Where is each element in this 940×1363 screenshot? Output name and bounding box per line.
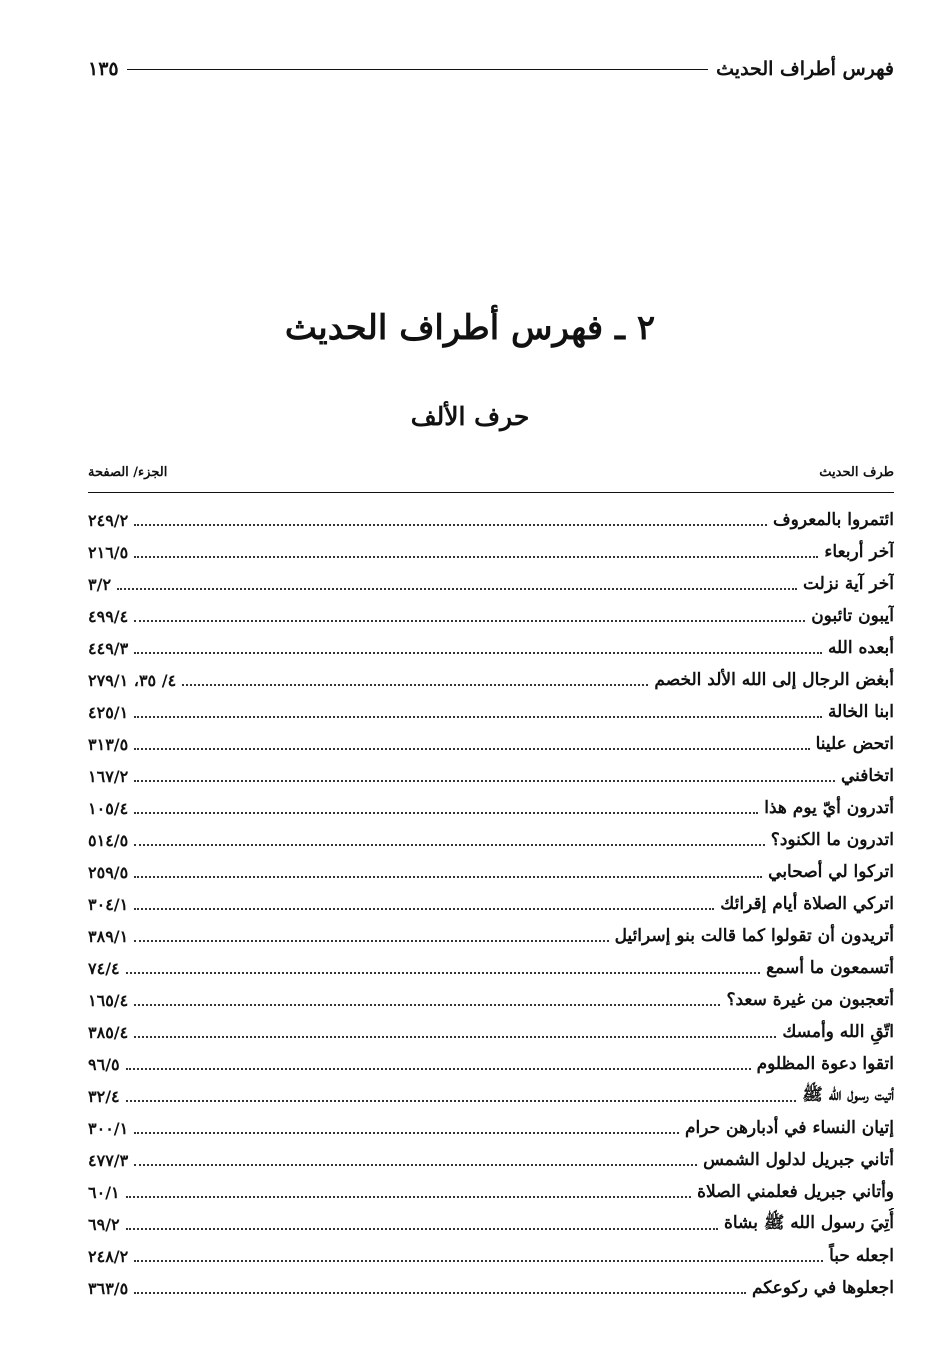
dot-leader — [134, 780, 835, 782]
entry-text: اتخافني — [840, 766, 894, 786]
index-entry — [88, 792, 894, 824]
index-entry — [88, 952, 894, 984]
index-entry — [88, 1016, 894, 1048]
index-entry — [88, 760, 894, 792]
entry-reference: ٦٩/٢ — [88, 1214, 120, 1234]
index-entry — [88, 664, 894, 696]
entry-reference: ٢٤٨/٢ — [88, 1246, 129, 1266]
entry-reference: ٣٢/٤ — [88, 1086, 120, 1106]
index-entry — [88, 536, 894, 568]
dot-leader — [134, 908, 714, 910]
index-entry — [88, 1144, 894, 1176]
index-entry — [88, 1272, 894, 1304]
dot-leader — [117, 588, 797, 590]
entry-text: اتقوا دعوة المظلوم — [756, 1054, 894, 1074]
index-entry — [88, 504, 894, 536]
entry-text: اتركي الصلاة أيام إقرائك — [720, 894, 894, 914]
entry-text: اتّقِ الله وأمسك — [782, 1022, 894, 1042]
dot-leader — [134, 1292, 746, 1294]
index-entry — [88, 824, 894, 856]
entry-text: اجعلوها في ركوعكم — [751, 1278, 894, 1298]
dot-leader — [134, 748, 809, 750]
running-header — [88, 52, 894, 86]
dot-leader — [126, 972, 760, 974]
entry-reference: ١٦٧/٢ — [88, 766, 129, 786]
entry-reference: ١٦٥/٤ — [88, 990, 129, 1010]
entry-reference: ٢٥٩/٥ — [88, 862, 129, 882]
entry-text: اتدرون ما الكنود؟ — [770, 830, 894, 850]
index-entry — [88, 1176, 894, 1208]
dot-leader — [134, 844, 765, 846]
index-entry — [88, 1208, 894, 1240]
dot-leader — [134, 1132, 679, 1134]
column-header-volume-page: الجزء/ الصفحة — [88, 465, 168, 480]
entry-reference: ٤٤٩/٣ — [88, 638, 129, 658]
chapter-title: ٢ ـ فهرس أطراف الحديث — [284, 308, 656, 348]
running-header-title: فهرس أطراف الحديث — [716, 58, 894, 80]
index-entry — [88, 568, 894, 600]
entry-text: اتركوا لي أصحابي — [768, 862, 894, 882]
entry-text: أتسمعون ما أسمع — [766, 958, 894, 978]
index-entries — [88, 504, 894, 1304]
entry-reference: ٣٠٤/١ — [88, 894, 129, 914]
index-entry — [88, 1240, 894, 1272]
index-entry — [88, 728, 894, 760]
entry-reference: ٣١٣/٥ — [88, 734, 129, 754]
entry-reference: ٢١٦/٥ — [88, 542, 129, 562]
index-entry — [88, 696, 894, 728]
entry-reference: ٦٠/١ — [88, 1182, 120, 1202]
dot-leader — [134, 1164, 697, 1166]
dot-leader — [134, 1036, 776, 1038]
entry-text: أُتِيَ رسول الله ﷺ بشاة — [723, 1212, 894, 1233]
entry-text: أتاني جبريل لدلول الشمس — [703, 1150, 894, 1170]
dot-leader — [134, 1004, 720, 1006]
index-entry — [88, 632, 894, 664]
dot-leader — [134, 620, 805, 622]
section-title: حرف الألف — [410, 402, 530, 431]
entry-reference: ٤٧٧/٣ — [88, 1150, 129, 1170]
entry-text: اجعله حباً — [829, 1246, 894, 1266]
entry-reference: ٤/ ٣٥، ٢٧٩/١ — [88, 670, 177, 690]
entry-text: اتحض علينا — [815, 734, 894, 754]
entry-text: أبغض الرجال إلى الله الألد الخصم — [654, 670, 894, 690]
entry-reference: ٣٠٠/١ — [88, 1118, 129, 1138]
entry-reference: ٣٨٥/٤ — [88, 1022, 129, 1042]
entry-reference: ٣٨٩/١ — [88, 926, 129, 946]
dot-leader — [182, 684, 648, 686]
dot-leader — [134, 556, 818, 558]
page-number: ١٣٥ — [88, 58, 119, 80]
dot-leader — [134, 1260, 823, 1262]
column-headers — [88, 465, 894, 487]
entry-text: أتعجبون من غيرة سعد؟ — [726, 990, 894, 1010]
entry-reference: ٢٤٩/٢ — [88, 510, 129, 530]
entry-text: إتيان النساء في أدبارهن حرام — [684, 1118, 894, 1138]
index-entry — [88, 600, 894, 632]
entry-text: وأتاني جبريل فعلمني الصلاة — [697, 1182, 894, 1202]
entry-text: أتدرون أيّ يوم هذا — [764, 798, 894, 818]
entry-text: ائتمروا بالمعروف — [773, 510, 894, 530]
dot-leader — [134, 716, 822, 718]
dot-leader — [134, 812, 758, 814]
dot-leader — [126, 1100, 797, 1102]
index-entry — [88, 1112, 894, 1144]
entry-text: أبعده الله — [827, 638, 894, 658]
entry-reference: ٣٦٣/٥ — [88, 1278, 129, 1298]
header-rule — [88, 492, 894, 493]
entry-reference: ١٠٥/٤ — [88, 798, 129, 818]
entry-reference: ٥١٤/٥ — [88, 830, 129, 850]
dot-leader — [134, 524, 767, 526]
dot-leader — [126, 1196, 691, 1198]
entry-text: ابنا الخالة — [827, 702, 894, 722]
entry-text: آخر أربعاء — [824, 542, 894, 562]
dot-leader — [126, 1228, 718, 1230]
dot-leader — [126, 1068, 751, 1070]
entry-text: آخر آية نزلت — [802, 574, 894, 594]
entry-reference: ٧٤/٤ — [88, 958, 120, 978]
index-entry — [88, 856, 894, 888]
entry-reference: ٤٢٥/١ — [88, 702, 129, 722]
index-entry — [88, 888, 894, 920]
entry-text: آيبون تائبون — [811, 606, 894, 626]
entry-text: أتيت رسول الله ﷺ — [802, 1084, 894, 1105]
index-entry — [88, 1048, 894, 1080]
entry-reference: ٣/٢ — [88, 574, 112, 594]
running-header-rule — [127, 69, 709, 70]
index-entry — [88, 920, 894, 952]
dot-leader — [134, 652, 822, 654]
index-entry — [88, 1080, 894, 1112]
column-header-hadith: طرف الحديث — [819, 465, 894, 480]
dot-leader — [134, 940, 608, 942]
index-entry — [88, 984, 894, 1016]
entry-reference: ٩٦/٥ — [88, 1054, 120, 1074]
entry-text: أتريدون أن تقولوا كما قالت بنو إسرائيل — [614, 926, 894, 946]
dot-leader — [134, 876, 762, 878]
entry-reference: ٤٩٩/٤ — [88, 606, 129, 626]
